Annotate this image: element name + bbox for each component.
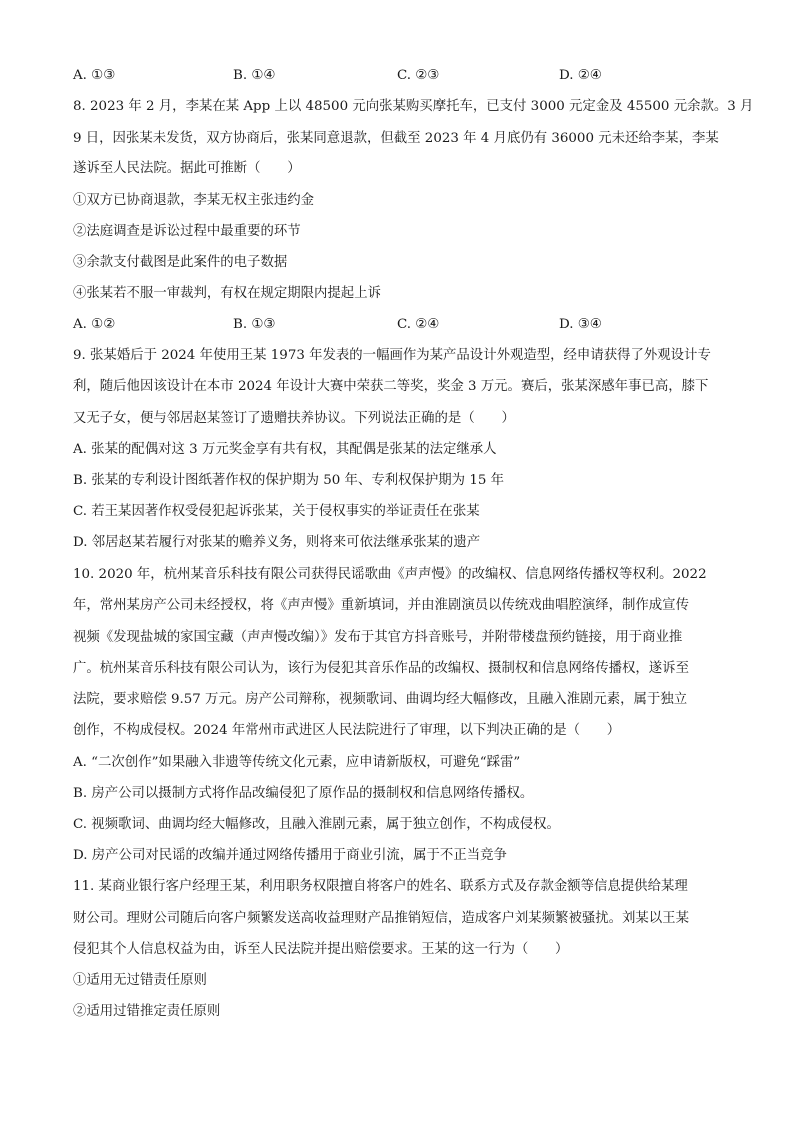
q10-stem-line: 年，常州某房产公司未经授权，将《声声慢》重新填词，并由淮剧演员以传统戏曲唱腔演绎，制作成宣传 bbox=[73, 598, 689, 613]
q9-option-c: C. 若王某因著作权受侵犯起诉张某，关于侵权事实的举证责任在张某 bbox=[73, 504, 480, 519]
q7-options bbox=[73, 67, 753, 85]
q11-stem-line: 侵犯其个人信息权益为由，诉至人民法院并提出赔偿要求。王某的这一行为（ ） bbox=[73, 942, 569, 957]
q10-option-b: B. 房产公司以摄制方式将作品改编侵犯了原作品的摄制权和信息网络传播权。 bbox=[73, 786, 534, 801]
q7-option-d: D. ②④ bbox=[559, 68, 602, 83]
q11-stem-line: 财公司。理财公司随后向客户频繁发送高收益理财产品推销短信，造成客户刘某频繁被骚扰。刘某以王某 bbox=[73, 911, 689, 926]
q8-statement-3: ③余款支付截图是此案件的电子数据 bbox=[73, 255, 288, 270]
q8-stem-line: 遂诉至人民法院。据此可推断（ ） bbox=[73, 161, 301, 176]
q9-option-a: A. 张某的配偶对这 3 万元奖金享有共有权，其配偶是张某的法定继承人 bbox=[73, 442, 497, 457]
q8-option-c: C. ②④ bbox=[397, 317, 440, 332]
q10-stem-line: 10. 2020 年，杭州某音乐科技有限公司获得民谣歌曲《声声慢》的改编权、信息网络传播权等权利。2022 bbox=[73, 567, 707, 582]
q10-stem-line: 视频《发现盐城的家国宝藏（声声慢改编）》发布于其官方抖音账号，并附带楼盘预约链接，用于商业推 bbox=[73, 630, 683, 645]
q10-stem-line: 法院，要求赔偿 9.57 万元。房产公司辩称，视频歌词、曲调均经大幅修改，且融入淮剧元素，属于独立 bbox=[73, 692, 688, 707]
q11-statement-1: ①适用无过错责任原则 bbox=[73, 973, 207, 988]
q9-stem-line: 9. 张某婚后于 2024 年使用王某 1973 年发表的一幅画作为某产品设计外观造型，经申请获得了外观设计专 bbox=[73, 348, 711, 363]
q7-option-b: B. ①④ bbox=[233, 68, 276, 83]
q10-option-d: D. 房产公司对民谣的改编并通过网络传播用于商业引流，属于不正当竞争 bbox=[73, 848, 507, 863]
q9-option-d: D. 邻居赵某若履行对张某的赡养义务，则将来可依法继承张某的遗产 bbox=[73, 535, 481, 550]
q11-statement-2: ②适用过错推定责任原则 bbox=[73, 1004, 221, 1019]
q8-statement-1: ①双方已协商退款，李某无权主张违约金 bbox=[73, 193, 315, 208]
q8-option-a: A. ①② bbox=[73, 317, 116, 332]
q10-option-c: C. 视频歌词、曲调均经大幅修改，且融入淮剧元素，属于独立创作，不构成侵权。 bbox=[73, 817, 560, 832]
q8-options bbox=[73, 316, 753, 334]
q9-stem-line: 利，随后他因该设计在本市 2024 年设计大赛中荣获二等奖，奖金 3 万元。赛后，张某深感年事已高，膝下 bbox=[73, 379, 709, 394]
q8-stem-line: 8. 2023 年 2 月，李某在某 App 上以 48500 元向张某购买摩托车，已支付 3000 元定金及 45500 元余款。3 月 bbox=[73, 99, 754, 114]
q10-stem-line: 创作，不构成侵权。2024 年常州市武进区人民法院进行了审理，以下判决正确的是（ ） bbox=[73, 723, 621, 738]
q8-option-d: D. ③④ bbox=[559, 317, 602, 332]
q8-statement-4: ④张某若不服一审裁判，有权在规定期限内提起上诉 bbox=[73, 286, 381, 301]
q10-stem-line: 广。杭州某音乐科技有限公司认为，该行为侵犯其音乐作品的改编权、摄制权和信息网络传播权，遂诉至 bbox=[73, 661, 689, 676]
q8-statement-2: ②法庭调查是诉讼过程中最重要的环节 bbox=[73, 224, 301, 239]
q8-option-b: B. ①③ bbox=[233, 317, 276, 332]
q9-option-b: B. 张某的专利设计图纸著作权的保护期为 50 年、专利权保护期为 15 年 bbox=[73, 473, 505, 488]
q7-option-a: A. ①③ bbox=[73, 68, 116, 83]
q10-option-a: A. “二次创作”如果融入非遗等传统文化元素，应申请新版权，可避免“踩雷” bbox=[73, 755, 521, 770]
q8-stem-line: 9 日，因张某未发货，双方协商后，张某同意退款，但截至 2023 年 4 月底仍有 36000 元未还给李某，李某 bbox=[73, 131, 719, 146]
q11-stem-line: 11. 某商业银行客户经理王某，利用职务权限擅自将客户的姓名、联系方式及存款金额等信息提供给某理 bbox=[73, 879, 688, 894]
q9-stem-line: 又无子女，便与邻居赵某签订了遗赠扶养协议。下列说法正确的是（ ） bbox=[73, 411, 515, 426]
q7-option-c: C. ②③ bbox=[397, 68, 440, 83]
